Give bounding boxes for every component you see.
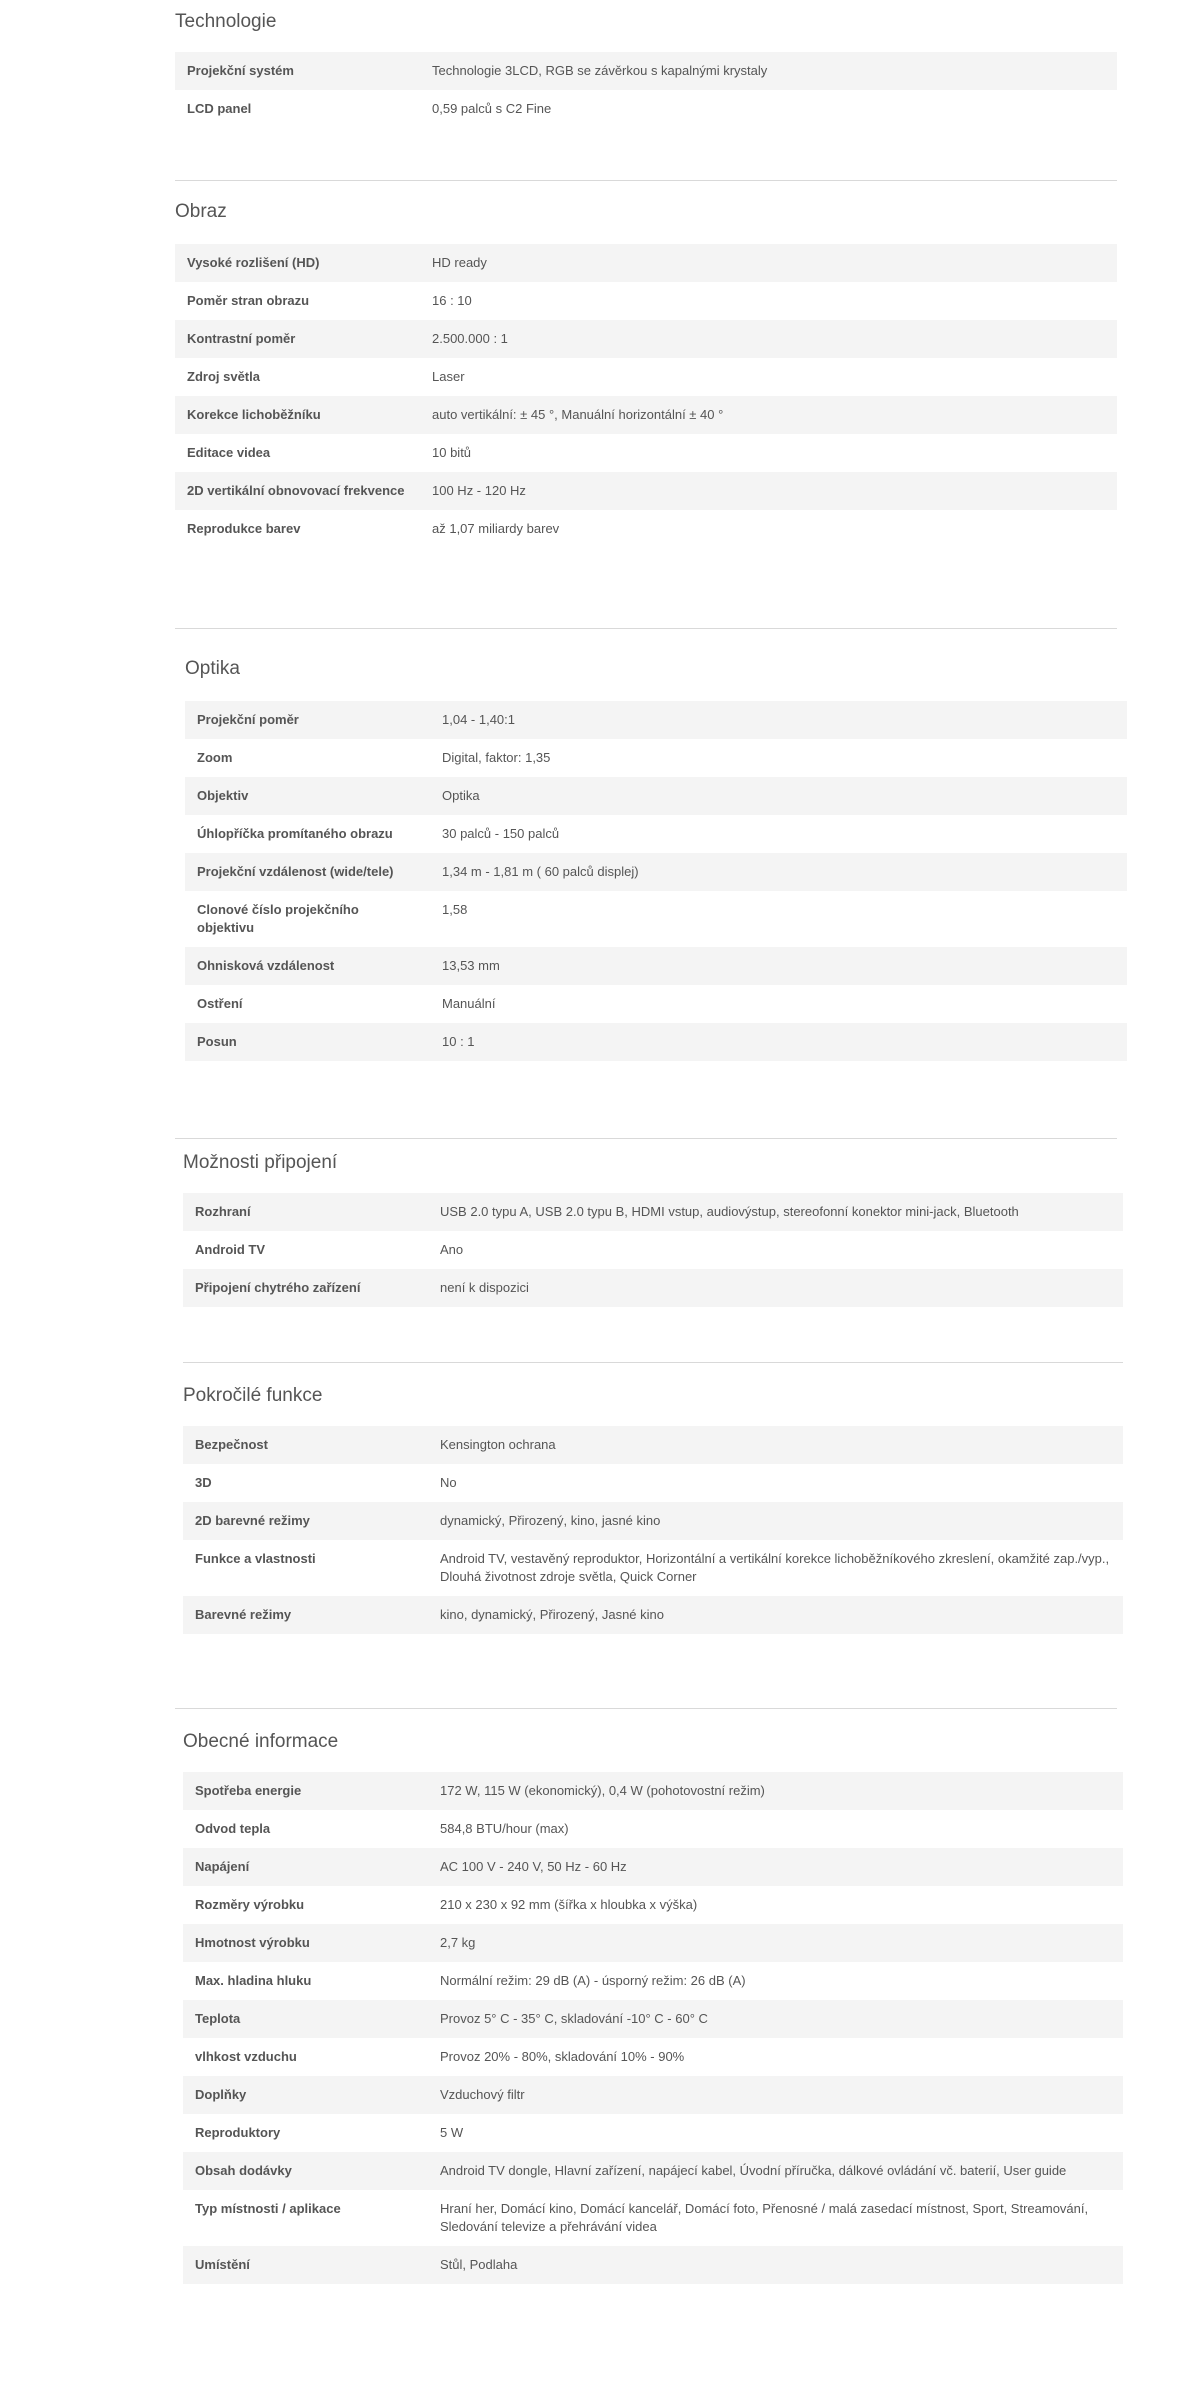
section-moznosti-pripojeni <box>183 1152 1123 1307</box>
spec-value: Provoz 20% - 80%, skladování 10% - 90% <box>440 2049 685 2064</box>
table-row <box>183 2152 1123 2190</box>
spec-label: vlhkost vzduchu <box>195 2049 297 2064</box>
spec-label: Objektiv <box>185 777 430 815</box>
spec-label: Typ místnosti / aplikace <box>195 2201 341 2216</box>
section-divider <box>175 1708 1117 1709</box>
spec-label: Bezpečnost <box>183 1426 428 1464</box>
table-row <box>183 2000 1123 2038</box>
spec-label: Ohnisková vzdálenost <box>185 947 430 985</box>
spec-label: Obsah dodávky <box>183 2152 428 2190</box>
section-divider <box>175 1138 1117 1139</box>
table-row <box>185 853 1127 891</box>
table-row <box>175 358 1117 396</box>
spec-value: Laser <box>432 369 465 384</box>
spec-value: Normální režim: 29 dB (A) - úsporný režim: 26 dB (A) <box>440 1973 746 1988</box>
spec-label: Clonové číslo projekčního objektivu <box>197 902 359 935</box>
spec-label: Hmotnost výrobku <box>183 1924 428 1962</box>
spec-label: Projekční poměr <box>185 701 430 739</box>
spec-label: Napájení <box>183 1848 428 1886</box>
table-row <box>185 739 1127 777</box>
spec-label: Android TV <box>195 1242 266 1257</box>
spec-value: Ano <box>440 1242 464 1257</box>
spec-label: Posun <box>185 1023 430 1061</box>
table-row <box>175 244 1117 282</box>
spec-label: Reproduktory <box>195 2125 281 2140</box>
section-obraz <box>175 201 1117 548</box>
spec-value: Technologie 3LCD, RGB se závěrkou s kapalnými krystaly <box>420 52 1117 90</box>
spec-value: Optika <box>430 777 1127 815</box>
table-row <box>183 1596 1123 1634</box>
spec-table <box>183 1426 1123 1634</box>
table-row <box>175 282 1117 320</box>
spec-label: Projekční systém <box>175 52 420 90</box>
table-row <box>175 90 1117 128</box>
spec-value: 10 bitů <box>432 445 472 460</box>
spec-value: Kensington ochrana <box>428 1426 1123 1464</box>
table-row <box>185 947 1127 985</box>
spec-label: Úhlopříčka promítaného obrazu <box>197 826 393 841</box>
spec-label: Rozhraní <box>183 1193 428 1231</box>
spec-label: 3D <box>195 1475 212 1490</box>
spec-value: Stůl, Podlaha <box>428 2246 1123 2284</box>
spec-label: Zoom <box>197 750 233 765</box>
table-row <box>183 2190 1123 2246</box>
spec-value: AC 100 V - 240 V, 50 Hz - 60 Hz <box>428 1848 1123 1886</box>
spec-table <box>183 1772 1123 2284</box>
table-row <box>175 472 1117 510</box>
spec-table <box>185 701 1127 1061</box>
spec-value: dynamický, Přirozený, kino, jasné kino <box>428 1502 1123 1540</box>
spec-value: Android TV dongle, Hlavní zařízení, napájecí kabel, Úvodní příručka, dálkové ovládání vč. baterií, User guide <box>428 2152 1123 2190</box>
table-row <box>183 1269 1123 1307</box>
section-title: Obraz <box>175 201 227 222</box>
spec-value: 2.500.000 : 1 <box>420 320 1117 358</box>
table-row <box>175 434 1117 472</box>
table-row <box>183 1464 1123 1502</box>
spec-value: 1,04 - 1,40:1 <box>430 701 1127 739</box>
spec-label: Funkce a vlastnosti <box>195 1551 316 1566</box>
spec-label: Kontrastní poměr <box>175 320 420 358</box>
spec-label: 2D barevné režimy <box>183 1502 428 1540</box>
spec-value: auto vertikální: ± 45 °, Manuální horizontální ± 40 ° <box>420 396 1117 434</box>
table-row <box>183 1810 1123 1848</box>
spec-value: 10 : 1 <box>430 1023 1127 1061</box>
section-title: Pokročilé funkce <box>183 1385 323 1406</box>
section-title: Obecné informace <box>183 1731 339 1752</box>
spec-value: 584,8 BTU/hour (max) <box>440 1821 569 1836</box>
table-row <box>185 777 1127 815</box>
table-row <box>183 1502 1123 1540</box>
spec-value: kino, dynamický, Přirozený, Jasné kino <box>428 1596 1123 1634</box>
table-row <box>183 1231 1123 1269</box>
table-row <box>185 985 1127 1023</box>
spec-value: 0,59 palců s C2 Fine <box>432 101 552 116</box>
spec-value: 5 W <box>440 2125 464 2140</box>
spec-value: 16 : 10 <box>432 293 472 308</box>
spec-label: Poměr stran obrazu <box>187 293 310 308</box>
spec-value: USB 2.0 typu A, USB 2.0 typu B, HDMI vstup, audiovýstup, stereofonní konektor mini-jack, Bluetooth <box>428 1193 1123 1231</box>
section-divider <box>175 180 1117 181</box>
table-row <box>185 815 1127 853</box>
spec-value: není k dispozici <box>428 1269 1123 1307</box>
spec-label: Korekce lichoběžníku <box>175 396 420 434</box>
spec-label: Odvod tepla <box>195 1821 271 1836</box>
spec-table <box>175 244 1117 548</box>
spec-value: Manuální <box>442 996 496 1011</box>
spec-value: 30 palců - 150 palců <box>442 826 560 841</box>
section-obecne-informace <box>183 1731 1123 2284</box>
table-row <box>183 1886 1123 1924</box>
spec-label: Umístění <box>183 2246 428 2284</box>
table-row <box>183 1426 1123 1464</box>
spec-label: Barevné režimy <box>183 1596 428 1634</box>
spec-label: Rozměry výrobku <box>195 1897 305 1912</box>
section-pokrocile-funkce <box>183 1385 1123 1634</box>
spec-value: Vzduchový filtr <box>428 2076 1123 2114</box>
table-row <box>183 2246 1123 2284</box>
spec-value: Hraní her, Domácí kino, Domácí kancelář, Domácí foto, Přenosné / malá zasedací místnost, Sport, Streamování, Sledování televize a přehrávání videa <box>440 2201 1089 2234</box>
table-row <box>185 891 1127 947</box>
spec-value: Provoz 5° C - 35° C, skladování -10° C - 60° C <box>428 2000 1123 2038</box>
spec-label: Projekční vzdálenost (wide/tele) <box>185 853 430 891</box>
spec-label: Max. hladina hluku <box>195 1973 312 1988</box>
section-title: Možnosti připojení <box>183 1152 338 1173</box>
table-row <box>183 1962 1123 2000</box>
table-row <box>175 52 1117 90</box>
spec-label: Ostření <box>197 996 243 1011</box>
table-row <box>185 701 1127 739</box>
spec-value: Digital, faktor: 1,35 <box>442 750 551 765</box>
spec-label: Editace videa <box>187 445 271 460</box>
spec-value: 2,7 kg <box>428 1924 1123 1962</box>
spec-value: až 1,07 miliardy barev <box>432 521 560 536</box>
section-title: Optika <box>185 658 240 679</box>
table-row <box>175 320 1117 358</box>
spec-label: Vysoké rozlišení (HD) <box>175 244 420 282</box>
spec-value: 172 W, 115 W (ekonomický), 0,4 W (pohotovostní režim) <box>428 1772 1123 1810</box>
spec-value: Android TV, vestavěný reproduktor, Horizontální a vertikální korekce lichoběžníkového zkreslení, okamžité zap./vyp., Dlouhá životnost zdroje světla, Quick Corner <box>440 1551 1110 1584</box>
spec-value: HD ready <box>420 244 1117 282</box>
spec-table <box>175 52 1117 128</box>
spec-value: 1,58 <box>442 902 468 917</box>
spec-value: 210 x 230 x 92 mm (šířka x hloubka x výška) <box>440 1897 698 1912</box>
section-divider <box>183 1362 1123 1363</box>
spec-value: 13,53 mm <box>430 947 1127 985</box>
section-optika <box>185 658 1127 1061</box>
spec-label: Spotřeba energie <box>183 1772 428 1810</box>
spec-label: Doplňky <box>183 2076 428 2114</box>
spec-label: Reprodukce barev <box>187 521 301 536</box>
spec-value: No <box>440 1475 457 1490</box>
table-row <box>183 2076 1123 2114</box>
spec-label: Teplota <box>183 2000 428 2038</box>
table-row <box>183 2114 1123 2152</box>
table-row <box>185 1023 1127 1061</box>
table-row <box>183 1848 1123 1886</box>
table-row <box>183 2038 1123 2076</box>
table-row <box>183 1193 1123 1231</box>
section-divider <box>175 628 1117 629</box>
spec-label: LCD panel <box>187 101 252 116</box>
spec-label: 2D vertikální obnovovací frekvence <box>175 472 420 510</box>
table-row <box>183 1772 1123 1810</box>
table-row <box>183 1540 1123 1596</box>
spec-table <box>183 1193 1123 1307</box>
spec-label: Připojení chytrého zařízení <box>183 1269 428 1307</box>
section-technologie <box>175 11 1117 128</box>
table-row <box>183 1924 1123 1962</box>
section-title: Technologie <box>175 11 277 32</box>
table-row <box>175 396 1117 434</box>
spec-value: 1,34 m - 1,81 m ( 60 palců displej) <box>430 853 1127 891</box>
spec-label: Zdroj světla <box>187 369 260 384</box>
table-row <box>175 510 1117 548</box>
spec-value: 100 Hz - 120 Hz <box>420 472 1117 510</box>
